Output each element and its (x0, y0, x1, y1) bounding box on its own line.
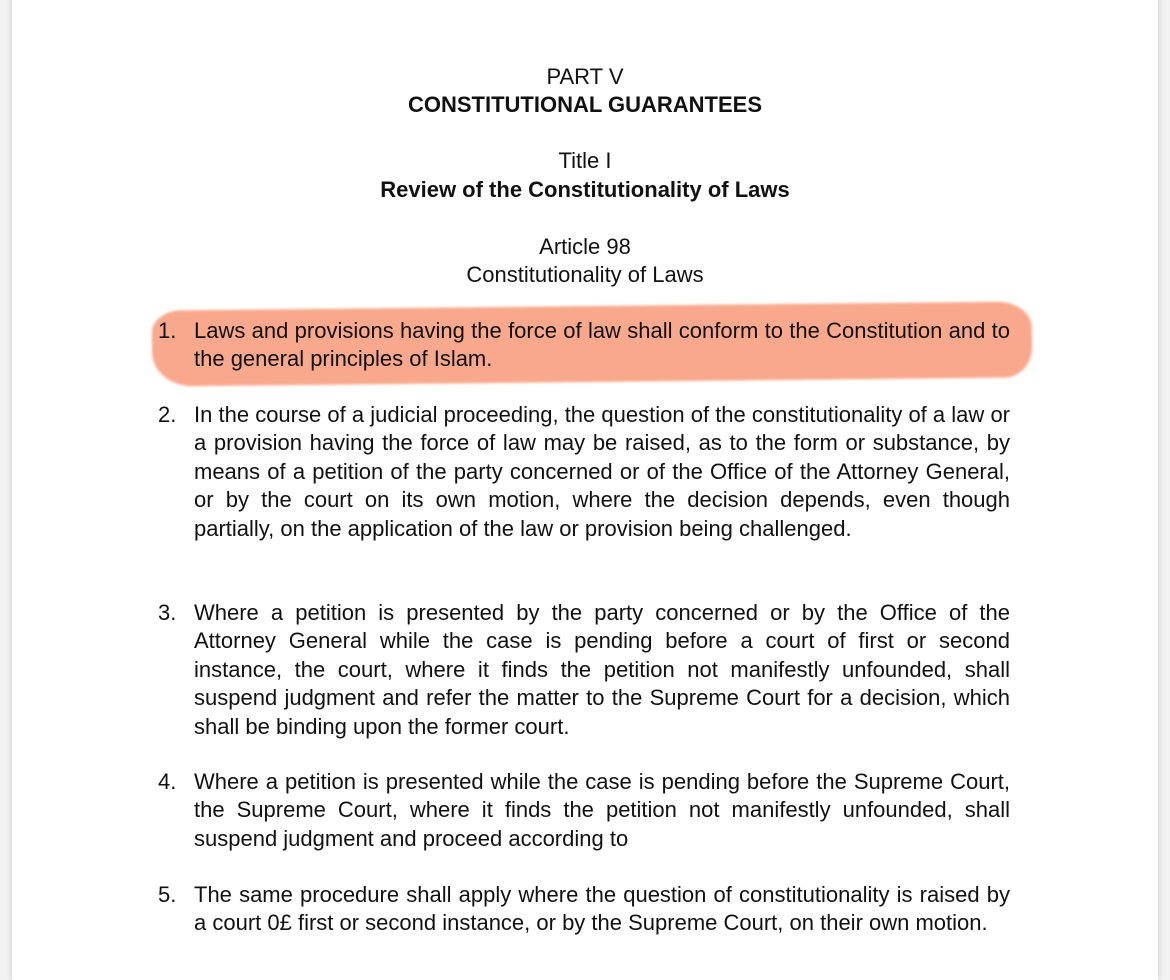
item-number: 2. (158, 402, 177, 427)
article-name: Constitutionality of Laws (466, 262, 704, 287)
part-number: PART V (546, 64, 624, 89)
item-text: The same procedure shall apply where the question of constitutionality is raised by a court 0£ first or second instance, or by the Supreme Court, on their own motion. (194, 882, 1010, 936)
item-text: Where a petition is presented while the case is pending before the Supreme Court, the Supreme Court, where it finds the petition not manifestly unfounded, shall suspend judgment and proceed according to (194, 769, 1010, 851)
list-item (158, 881, 1010, 938)
item-text: In the course of a judicial proceeding, the question of the constitutionality of a law or a provision having the force of law may be raised, as to the form or substance, by means of a petition of the party concerned or of the Office of the Attorney General, or by the court on its own motion, where the decision depends, even though partially, on the application of the law or provision being challenged. (194, 402, 1010, 541)
article-number: Article 98 (539, 234, 631, 259)
item-text: Where a petition is presented by the party concerned or by the Office of the Attorney General while the case is pending before a court of first or second instance, the court, where it finds the petition not manifestly unfounded, shall suspend judgment and refer the matter to the Supreme Court for a decision, which shall be binding upon the former court. (194, 600, 1010, 739)
list-item (158, 317, 1010, 374)
item-number: 3. (158, 600, 177, 625)
title-name: Review of the Constitutionality of Laws (380, 177, 790, 202)
list-item (158, 401, 1010, 543)
item-text: Laws and provisions having the force of law shall conform to the Constitution and to the general principles of Islam. (194, 318, 1010, 372)
part-title: CONSTITUTIONAL GUARANTEES (407, 92, 763, 117)
list-item (158, 599, 1010, 741)
item-number: 1. (158, 318, 177, 343)
title-number: Title I (558, 148, 612, 173)
list-item (158, 768, 1010, 853)
item-number: 4. (158, 769, 177, 794)
item-number: 5. (158, 882, 177, 907)
